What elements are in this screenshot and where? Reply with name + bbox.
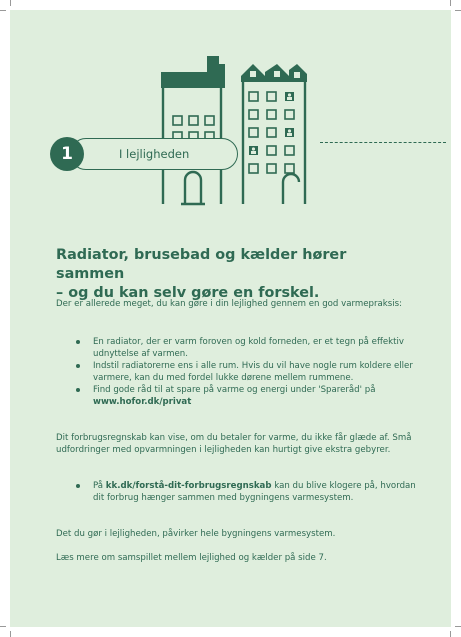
read-more-paragraph: Læs mere om samspillet mellem lejlighed og kælder på side 7. (56, 553, 327, 563)
list-item-text: Find gode råd til at spare på varme og energi under 'Spareråd' på (93, 385, 376, 395)
system-paragraph: Det du gør i lejligheden, påvirker hele bygningens varmesystem. (56, 529, 336, 539)
dashed-divider (320, 142, 446, 143)
headline (56, 246, 416, 303)
buildings-illustration (155, 52, 315, 212)
section-pill (70, 138, 238, 170)
headline-line-1: Radiator, brusebad og kælder hører sammen (56, 247, 347, 282)
headline-line-2: – og du kan selv gøre en forskel. (56, 285, 320, 301)
kk-link[interactable]: kk.dk/forstå-dit-forbrugsregnskab (105, 481, 272, 491)
crop-mark (450, 631, 451, 637)
crop-mark (455, 10, 461, 11)
hofor-link[interactable]: www.hofor.dk/privat (93, 397, 192, 407)
crop-mark (0, 10, 6, 11)
list-item: Indstil radiatorerne ens i alle rum. Hvis du vil have nogle rum koldere eller varmere, kan du med fordel lukke dørene mellem rummene. (76, 360, 416, 384)
list-item (76, 384, 416, 408)
list-item (76, 480, 416, 504)
section-number: 1 (50, 137, 84, 171)
list-item: En radiator, der er varm foroven og kold forneden, er et tegn på effektiv udnyttelse af varmen. (76, 336, 416, 360)
crop-mark (455, 626, 461, 627)
crop-mark (450, 0, 451, 6)
link-list (76, 480, 416, 504)
section-label: I lejligheden (119, 147, 190, 161)
list-item-suffix: kan du blive klogere på, hvordan dit forbrug hænger sammen med bygningens varmesystem. (93, 481, 416, 503)
crop-mark (10, 0, 11, 6)
accounting-paragraph: Dit forbrugsregnskab kan vise, om du betaler for varme, du ikke får glæde af. Små udfordringer med opvarmningen i lejligheden kan hurtigt give ekstra gebyrer. (56, 433, 412, 455)
intro-paragraph: Der er allerede meget, du kan gøre i din lejlighed gennem en god varmepraksis: (56, 299, 402, 309)
list-item-prefix: På (93, 481, 106, 491)
crop-mark (10, 631, 11, 637)
tips-list (76, 336, 416, 408)
crop-mark (0, 626, 6, 627)
